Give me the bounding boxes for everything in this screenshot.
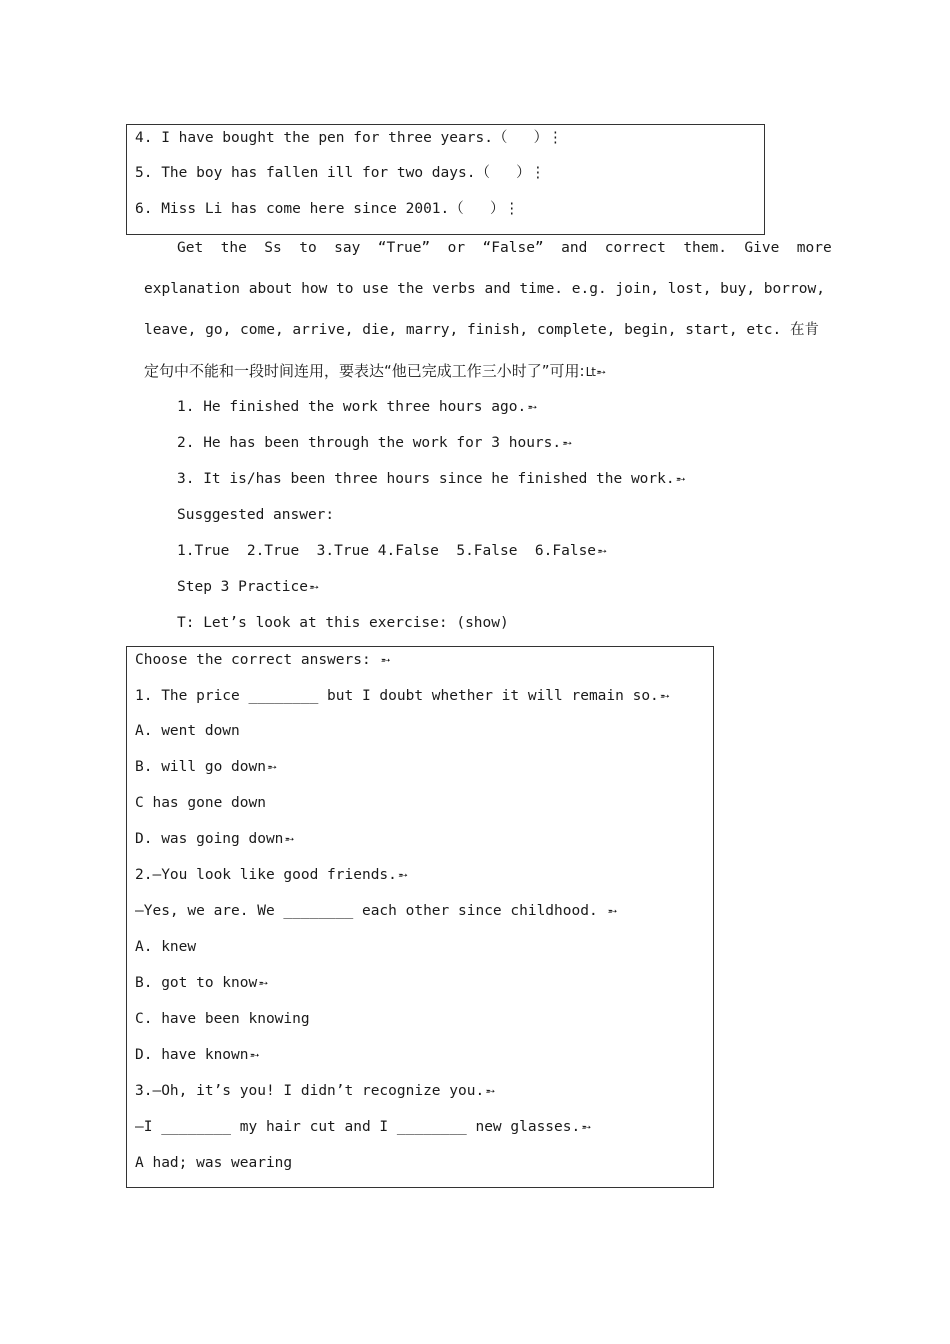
paragraph-mark-icon: ➵: [249, 1048, 259, 1062]
paragraph-mark-icon: ➵: [397, 868, 407, 882]
q2-option-b: B. got to know➵: [135, 975, 268, 991]
question-3-reply: —I ________ my hair cut and I ________ new glasses.➵: [135, 1119, 591, 1135]
q1-option-d: D. was going down➵: [135, 831, 294, 847]
paragraph-mark-icon: ➵: [284, 832, 294, 846]
example-2: 2. He has been through the work for 3 hours.➵: [177, 435, 572, 451]
paragraph-line-3: leave, go, come, arrive, die, marry, finish, complete, begin, start, etc. 在肯: [144, 322, 820, 338]
q3-option-a: A had; was wearing: [135, 1155, 293, 1171]
box1-line-5: 5. The boy has fallen ill for two days.（ ）⋮: [135, 165, 546, 181]
paragraph-line-2: explanation about how to use the verbs and time. e.g. join, lost, buy, borrow,: [144, 281, 825, 297]
paragraph-mark-icon: ➵: [266, 760, 277, 774]
box2-title: Choose the correct answers: ➵: [135, 652, 390, 668]
paragraph-line-4: 定句中不能和一段时间连用，要表达“他已完成工作三小时了”可用:Lt➵: [144, 362, 606, 380]
q1-option-c: C has gone down: [135, 795, 266, 811]
teacher-line: T: Let’s look at this exercise: (show): [177, 615, 509, 631]
answers-line: 1.True 2.True 3.True 4.False 5.False 6.False➵: [177, 543, 607, 559]
paragraph-mark-icon: ➵: [527, 400, 537, 414]
q1-option-b: B. will go down➵: [135, 759, 277, 775]
q2-option-a: A. knew: [135, 939, 197, 955]
paragraph-line-1: Get the Ss to say “True” or “False” and correct them. Give more: [177, 240, 832, 256]
paragraph-mark-icon: ➵: [485, 1084, 495, 1098]
box1-line-4: 4. I have bought the pen for three years.（ ）⋮: [135, 130, 563, 146]
paragraph-mark-icon: ➵: [607, 904, 617, 918]
lt-mark-icon: Lt: [585, 365, 595, 379]
paragraph-mark-icon: ➵: [659, 689, 669, 703]
step3-heading: Step 3 Practice➵: [177, 579, 319, 595]
paragraph-mark-icon: ➵: [380, 653, 390, 667]
question-2-reply: —Yes, we are. We ________ each other since childhood. ➵: [135, 903, 617, 919]
question-1: 1. The price ________ but I doubt whether it will remain so.➵: [135, 688, 669, 704]
box1-line-6: 6. Miss Li has come here since 2001.（ ）⋮: [135, 201, 519, 217]
q2-option-c: C. have been knowing: [135, 1011, 310, 1027]
suggested-answer-label: Susggested answer:: [177, 507, 335, 523]
paragraph-mark-icon: ➵: [258, 976, 268, 990]
paragraph-mark-icon: ➵: [597, 544, 607, 558]
q2-option-d: D. have known➵: [135, 1047, 259, 1063]
paragraph-mark-icon: ➵: [308, 580, 319, 594]
question-2: 2.—You look like good friends.➵: [135, 867, 407, 883]
example-1: 1. He finished the work three hours ago.➵: [177, 399, 537, 415]
question-3: 3.—Oh, it’s you! I didn’t recognize you.➵: [135, 1083, 495, 1099]
paragraph-mark-icon: ➵: [596, 365, 606, 379]
q1-option-a: A. went down: [135, 723, 240, 739]
paragraph-mark-icon: ➵: [581, 1120, 591, 1134]
example-3: 3. It is/has been three hours since he finished the work.➵: [177, 471, 685, 487]
paragraph-mark-icon: ➵: [562, 436, 572, 450]
paragraph-mark-icon: ➵: [675, 472, 685, 486]
